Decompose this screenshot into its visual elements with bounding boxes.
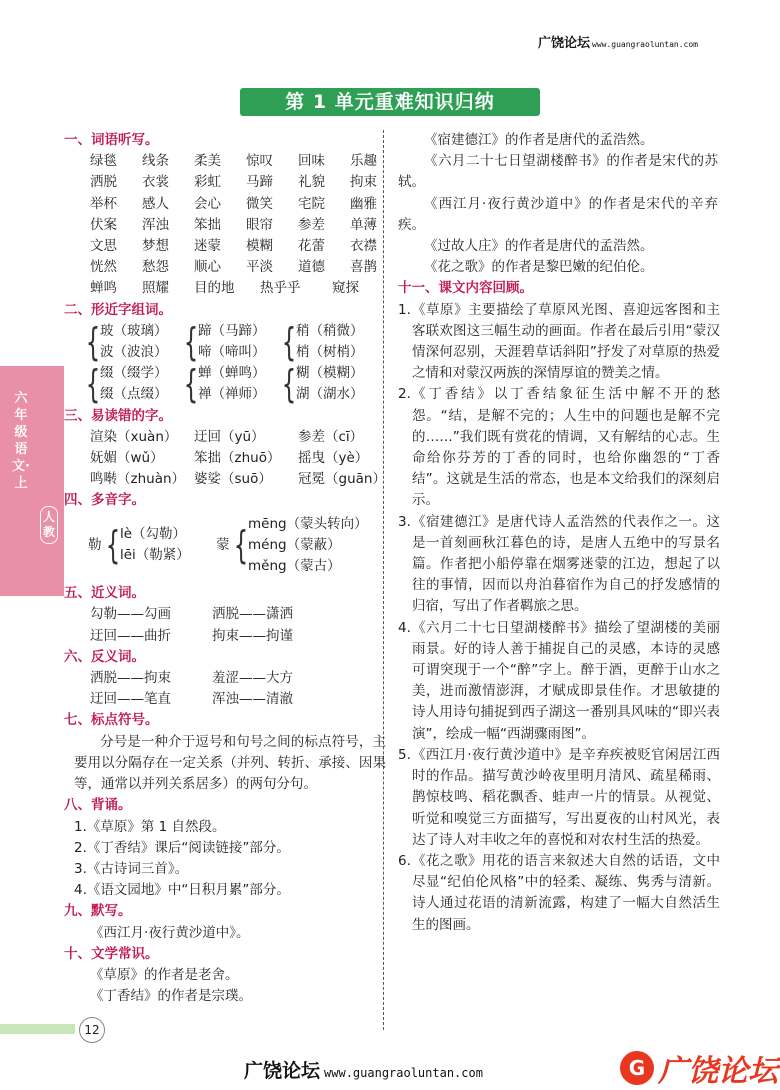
review-item-number: 4. [398, 619, 411, 636]
vocab-word: 衣襟 [350, 238, 377, 255]
literary-item: 《西江月·夜行黄沙道中》的作者是宋代的辛弃疾。 [398, 195, 718, 233]
pronunciation-item: 冠冕（guān） [298, 471, 386, 488]
header-brand-name: 广饶论坛 [538, 36, 591, 51]
literary-item: 《六月二十七日望湖楼醉书》的作者是宋代的苏轼。 [398, 153, 718, 191]
section-heading: 八、背诵。 [64, 797, 132, 814]
review-item [398, 512, 720, 618]
vocab-word: 绿毯 [90, 153, 117, 170]
vocab-row [90, 257, 382, 278]
section-heading: 六、反义词。 [64, 648, 145, 665]
similar-char-pair [100, 363, 168, 405]
vocab-word: 道德 [298, 259, 325, 276]
logo-text: 广饶论坛 [658, 1054, 778, 1089]
section-heading: 一、词语听写。 [64, 132, 159, 148]
word-pair: 拘束——拘谨 [212, 627, 293, 644]
punctuation-text: 分号是一种介于逗号和句号之间的标点符号，主要用以分隔存在一定关系（并列、转折、承接、因果等，通常以并列关系居多）的两句分句。 [74, 733, 386, 793]
word-pair: 洒脱——拘束 [90, 670, 171, 687]
vocab-row [90, 194, 382, 215]
vocab-word: 礼貌 [298, 174, 325, 191]
vocab-word: 线条 [142, 153, 169, 170]
review-item-number: 3. [398, 513, 411, 530]
pronunciation-item: 妩媚（wǔ） [90, 450, 164, 467]
vocab-word: 拘束 [350, 174, 377, 191]
polyphonic-reading: měng（蒙古） [248, 558, 341, 575]
vocab-word: 目的地 [194, 280, 235, 297]
brace-mark: { [85, 362, 101, 407]
word-pair: 羞涩——大方 [212, 670, 293, 687]
vocab-word: 参差 [298, 216, 325, 233]
antonym-row [90, 668, 382, 689]
review-item [398, 618, 720, 745]
synonym-row [90, 604, 382, 625]
review-item-number: 6. [398, 852, 411, 869]
literary-item: 《宿建德江》的作者是唐代的孟浩然。 [424, 132, 654, 148]
dictation-text: 《西江月·夜行黄沙道中》。 [90, 924, 250, 941]
synonym-row [90, 626, 382, 647]
review-item-number: 5. [398, 746, 411, 763]
side-tab [0, 366, 64, 596]
vocab-word: 照耀 [142, 280, 169, 297]
review-item-text: 《花之歌》用花的语言来叙述大自然的话语，文中尽显“纪伯伦风格”中的轻柔、凝练、隽秀与清新。诗人通过花语的清新流露，构建了一幅大自然活生生的图画。 [412, 852, 720, 933]
pronunciation-item: 渲染（xuàn） [90, 428, 178, 445]
review-item-text: 《六月二十七日望湖楼醉书》描绘了望湖楼的美丽雨景。好的诗人善于捕捉自己的灵感，本诗的灵感可谓突现于一个“醉”字上。醉于酒，更醉于山水之美，进而激情澎湃，才赋成即景佳作。才思敏捷的诗人用诗句捕捉到西子湖这一番别具风味的“即兴表演”，绘成一幅“西湖骤雨图”。 [412, 619, 720, 742]
vocab-row [90, 151, 382, 172]
footer-url: www.guangraoluntan.com [324, 1066, 483, 1080]
vocab-word: 微笑 [246, 195, 273, 212]
brace-mark: { [281, 320, 297, 365]
similar-char-pair [100, 321, 168, 363]
vocab-word: 顺心 [194, 259, 221, 276]
vocab-word: 愁怨 [142, 259, 169, 276]
word-pair: 勾勒——勾画 [90, 606, 171, 623]
vocab-word: 伏案 [90, 216, 117, 233]
similar-char-word: 缀（点缀） [100, 386, 168, 403]
vocab-row [90, 236, 382, 257]
vocab-word: 彩虹 [194, 174, 221, 191]
vocab-word: 洒脱 [90, 174, 117, 191]
similar-char-word: 梢（树梢） [296, 344, 364, 361]
word-pair: 迂回——曲折 [90, 627, 171, 644]
vocab-word: 会心 [194, 195, 221, 212]
similar-char-word: 啼（啼叫） [198, 344, 266, 361]
polyphonic-options [248, 514, 378, 578]
similar-chars [64, 321, 382, 406]
review-item [398, 384, 720, 511]
vocab-word: 眼帘 [246, 216, 273, 233]
review-item-number: 2. [398, 386, 411, 403]
section-heading: 五、近义词。 [64, 585, 145, 602]
pronunciation-row [90, 427, 382, 448]
section-heading: 七、标点符号。 [64, 712, 159, 729]
vocab-word: 恍然 [90, 259, 117, 276]
vocab-word: 笨拙 [194, 216, 221, 233]
similar-char-group [85, 320, 382, 365]
similar-char-pair [296, 363, 364, 405]
similar-char-word: 蹄（马蹄） [198, 322, 266, 339]
synonym-list [64, 604, 382, 646]
similar-char-word: 波（波浪） [100, 344, 168, 361]
pronunciation-list [64, 427, 386, 491]
pronunciation-item: 摇曳（yè） [298, 450, 369, 467]
vocab-word: 幽雅 [350, 195, 377, 212]
literary-item: 《花之歌》的作者是黎巴嫩的纪伯伦。 [424, 259, 654, 276]
side-tab-label: 六年级语文·上 [12, 391, 30, 491]
brace-mark: { [183, 320, 199, 365]
text-review-list [398, 300, 720, 936]
vocab-word: 单薄 [350, 216, 377, 233]
similar-char-pair [198, 363, 266, 405]
similar-char-word: 缀（缀学） [100, 365, 168, 382]
page-title: 第 1 单元重难知识归纳 [240, 88, 540, 116]
vocab-row [90, 172, 382, 193]
left-column [64, 130, 386, 1007]
vocab-grid [64, 151, 382, 299]
literary-list-continued [398, 130, 720, 278]
review-item-text: 《宿建德江》是唐代诗人孟浩然的代表作之一。这是一首刻画秋江暮色的诗，是唐人五绝中的写景名篇。作者把小船停靠在烟雾迷蒙的江边，想起了以往的事情，因而以舟泊暮宿作为自己的抒发感情的归宿，写出了作者羁旅之思。 [412, 513, 720, 615]
logo-icon: G [620, 1051, 654, 1085]
vocab-word: 窥探 [332, 280, 359, 297]
polyphonic-char: 蒙 [216, 536, 230, 553]
recite-list [64, 817, 382, 902]
bottom-bar [0, 1024, 75, 1034]
pronunciation-row [90, 448, 382, 469]
brace-mark: { [105, 523, 121, 568]
recite-item: 2.《丁香结》课后“阅读链接”部分。 [74, 839, 290, 856]
section-heading: 九、默写。 [64, 903, 132, 920]
word-pair: 浑浊——清澈 [212, 691, 293, 708]
recite-item: 4.《语文园地》中“日积月累”部分。 [74, 882, 290, 899]
polyphonic-reading: lēi（勒紧） [120, 547, 190, 564]
literary-list [64, 965, 382, 1007]
vocab-word: 柔美 [194, 153, 221, 170]
review-item [398, 745, 720, 851]
vocab-word: 惊叹 [246, 153, 273, 170]
literary-item: 《草原》的作者是老舍。 [90, 966, 239, 983]
section-heading: 十、文学常识。 [64, 945, 159, 962]
vocab-word: 梦想 [142, 238, 169, 255]
pronunciation-item: 笨拙（zhuō） [194, 450, 281, 467]
brace-mark: { [85, 320, 101, 365]
section-heading: 二、形近字组词。 [64, 301, 172, 318]
polyphonic-reading: mēng（蒙头转向） [248, 515, 368, 532]
page-number: 12 [79, 1017, 105, 1043]
literary-item: 《丁香结》的作者是宗璞。 [90, 988, 252, 1005]
similar-char-word: 蝉（蝉鸣） [198, 365, 266, 382]
review-item-number: 1. [398, 301, 411, 318]
section-heading: 三、易读错的字。 [64, 407, 172, 424]
pronunciation-item: 婆娑（suō） [194, 471, 272, 488]
header-url: www.guangraoluntan.com [592, 40, 698, 49]
polyphonic-reading: méng（蒙蔽） [248, 536, 341, 553]
polyphonic-options [120, 514, 216, 578]
antonym-row [90, 689, 382, 710]
brace-mark: { [183, 362, 199, 407]
recite-item: 3.《古诗词三首》。 [74, 860, 189, 877]
similar-char-pair [198, 321, 266, 363]
vocab-word: 花蕾 [298, 238, 325, 255]
side-tab-publisher: 人教 [40, 506, 58, 544]
vocab-word: 迷蒙 [194, 238, 221, 255]
pronunciation-item: 鸣啭（zhuàn） [90, 471, 186, 488]
similar-char-word: 禅（禅师） [198, 386, 266, 403]
review-item-text: 《西江月·夜行黄沙道中》是辛弃疾被贬官闲居江西时的作品。描写黄沙岭夜里明月清风、疏星稀雨、鹊惊枝鸣、稻花飘香、蛙声一片的情景。从视觉、听觉和嗅觉三方面描写，写出夏夜的山村风光，表达了诗人对丰收之年的喜悦和对农村生活的热爱。 [412, 746, 720, 848]
review-item-text: 《草原》主要描绘了草原风光图、喜迎远客图和主客联欢图这三幅生动的画面。作者在最后引用“蒙汉情深何忍别，天涯碧草话斜阳”抒发了对草原的热爱之情和对蒙汉两族的深情厚谊的赞美之情。 [412, 301, 720, 382]
pronunciation-row [90, 469, 386, 490]
antonym-list [64, 668, 382, 710]
pronunciation-item: 迂回（yū） [194, 428, 265, 445]
vocab-word: 平淡 [246, 259, 273, 276]
vocab-word: 回味 [298, 153, 325, 170]
vocab-row [90, 278, 382, 299]
section-heading: 四、多音字。 [64, 492, 145, 509]
review-item [398, 851, 720, 936]
vocab-word: 模糊 [246, 238, 273, 255]
vocab-word: 文思 [90, 238, 117, 255]
vocab-word: 热乎乎 [260, 280, 301, 297]
review-item [398, 300, 720, 385]
similar-char-word: 湖（湖水） [296, 386, 364, 403]
site-logo [620, 1046, 778, 1090]
word-pair: 洒脱——潇洒 [212, 606, 293, 623]
similar-char-group [85, 362, 382, 407]
review-item-text: 《丁香结》以丁香结象征生活中解不开的愁怨。“结，是解不完的；人生中的问题也是解不完的……”我们既有赏花的情调，又有解结的心志。生命给你芬芳的丁香的同时，也给你幽怨的“丁香结”。这就是生活的常态，也是本文给我们的深刻启示。 [412, 386, 720, 509]
similar-char-word: 稍（稍微） [296, 322, 364, 339]
similar-char-word: 糊（模糊） [296, 365, 364, 382]
footer-brand-name: 广饶论坛 [244, 1060, 321, 1082]
vocab-word: 喜鹊 [350, 259, 377, 276]
similar-char-word: 玻（玻璃） [100, 322, 168, 339]
polyphonic-chars [88, 514, 382, 578]
polyphonic-char: 勒 [88, 536, 102, 553]
brace-mark: { [233, 523, 249, 568]
vocab-word: 浑浊 [142, 216, 169, 233]
vocab-word: 宅院 [298, 195, 325, 212]
right-column [398, 130, 720, 936]
section-heading: 十一、课文内容回顾。 [398, 280, 533, 297]
literary-item: 《过故人庄》的作者是唐代的孟浩然。 [424, 238, 654, 255]
vocab-word: 马蹄 [246, 174, 273, 191]
vocab-word: 乐趣 [350, 153, 377, 170]
vocab-word: 蝉鸣 [90, 280, 117, 297]
vocab-word: 感人 [142, 195, 169, 212]
footer-brand [244, 1056, 483, 1083]
similar-char-pair [296, 321, 364, 363]
word-pair: 迂回——笔直 [90, 691, 171, 708]
vocab-word: 举杯 [90, 195, 117, 212]
pronunciation-item: 参差（cī） [298, 428, 364, 445]
header-brand [538, 32, 698, 51]
vocab-row [90, 215, 382, 236]
polyphonic-reading: lè（勾勒） [120, 526, 187, 543]
recite-item: 1.《草原》第 1 自然段。 [74, 818, 226, 835]
brace-mark: { [281, 362, 297, 407]
vocab-word: 衣裳 [142, 174, 169, 191]
